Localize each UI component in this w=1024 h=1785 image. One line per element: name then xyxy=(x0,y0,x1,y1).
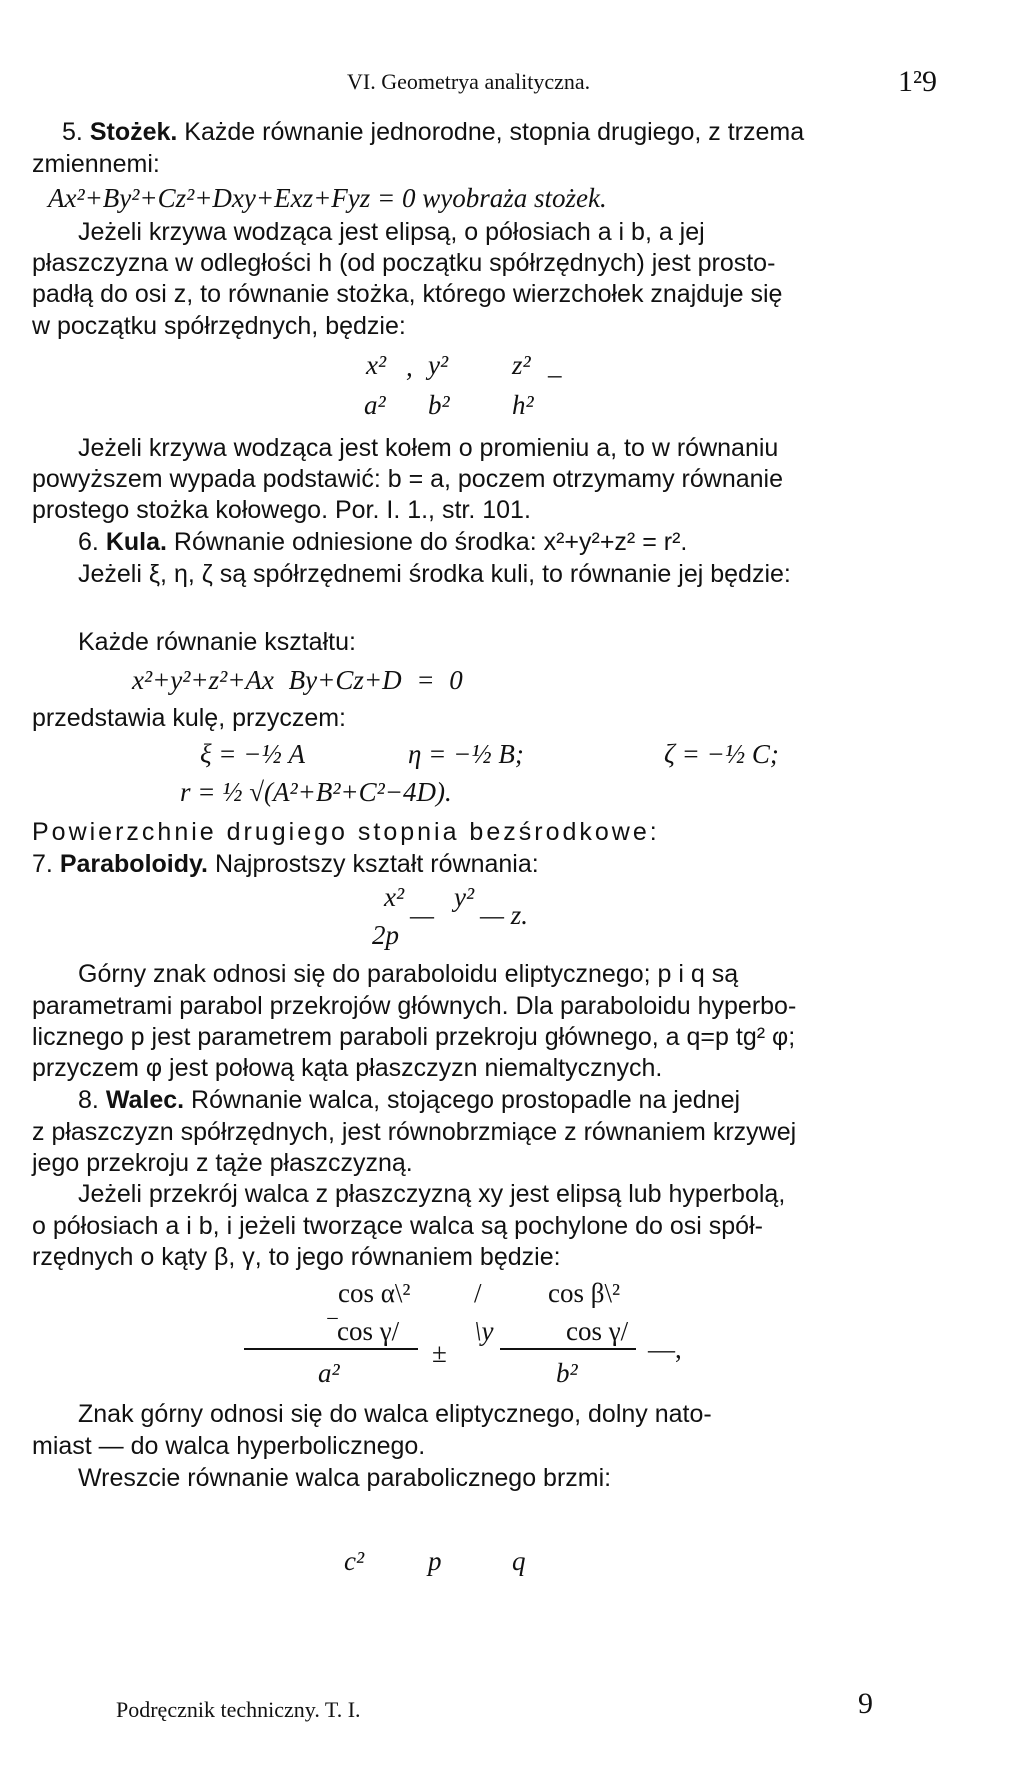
formula-term: y² xyxy=(454,882,475,912)
formula-op: — z. xyxy=(480,900,529,930)
text-line: rzędnych o kąty β, γ, to jego równaniem będzie: xyxy=(32,1243,561,1271)
formula-term: cos γ/ xyxy=(566,1316,629,1346)
section-5-heading xyxy=(62,116,804,148)
text-line: przyczem φ jest połową kąta płaszczyzn niemaltycznych. xyxy=(32,1054,663,1082)
text-line: parametrami parabol przekrojów głównych. Dla paraboloidu hyperbo- xyxy=(32,992,797,1020)
section-6-heading xyxy=(78,526,687,558)
sphere-general-equation: x²+y²+z²+Ax By+Cz+D = 0 xyxy=(132,665,463,695)
text-line: jego przekroju z tąże płaszczyzną. xyxy=(32,1149,413,1177)
section-text: Równanie odniesione do środka: x²+y²+z² = r². xyxy=(173,528,688,556)
text-line: Wreszcie równanie walca parabolicznego brzmi: xyxy=(78,1464,612,1492)
formula-term: cos α\² xyxy=(338,1278,411,1308)
formula-term: q xyxy=(512,1546,526,1576)
text-line: przedstawia kulę, przyczem: xyxy=(32,704,347,732)
section-title: Paraboloidy. xyxy=(59,850,208,878)
text-line: Jeżeli przekrój walca z płaszczyzną xy jest elipsą lub hyperbolą, xyxy=(78,1180,786,1208)
formula-term: 2p xyxy=(372,920,399,950)
text-line: Górny znak odnosi się do paraboloidu eliptycznego; p i q są xyxy=(78,960,739,988)
page-number: 1²9 xyxy=(898,65,937,98)
centre-eta: η = −½ B; xyxy=(408,739,524,769)
formula-term: x² xyxy=(384,882,405,912)
text-line: w początku spółrzędnych, będzie: xyxy=(32,312,406,340)
formula-term: cos β\² xyxy=(548,1278,621,1308)
formula-op: _ xyxy=(548,350,562,380)
formula-term: / xyxy=(474,1278,482,1308)
text-line: Jeżeli ξ, η, ζ są spółrzędnemi środka kuli, to równanie jej będzie: xyxy=(78,560,791,588)
section-text: Równanie walca, stojącego prostopadle na jednej xyxy=(191,1086,741,1114)
footer-title: Podręcznik techniczny. T. I. xyxy=(116,1697,361,1722)
formula-term: y² xyxy=(428,350,449,380)
formula-term: p xyxy=(428,1546,442,1576)
formula-term: x² xyxy=(366,350,387,380)
text-line: Jeżeli krzywa wodząca jest elipsą, o półosiach a i b, a jej xyxy=(78,218,705,246)
formula-term: a² xyxy=(318,1358,340,1388)
running-head: VI. Geometrya analityczna. xyxy=(347,69,591,94)
subheading: Powierzchnie drugiego stopnia bezśrodkowe: xyxy=(32,818,660,846)
formula-term: b² xyxy=(556,1358,578,1388)
centre-xi: ξ = −½ A xyxy=(200,739,305,769)
section-7-heading xyxy=(32,848,539,880)
text-line: padłą do osi z, to równanie stożka, którego wierzchołek znajduje się xyxy=(32,280,783,308)
section-8-heading xyxy=(78,1084,740,1116)
fraction-bar xyxy=(244,1348,418,1350)
fraction-bar xyxy=(500,1348,636,1350)
radius-formula: r = ½ √(A²+B²+C²−4D). xyxy=(180,777,452,807)
section-number: 6. xyxy=(78,528,99,556)
formula-term: c² xyxy=(344,1546,365,1576)
centre-zeta: ζ = −½ C; xyxy=(664,739,779,769)
text-line: zmiennemi: xyxy=(32,150,160,178)
text-line: powyższem wypada podstawić: b = a, poczem otrzymamy równanie xyxy=(32,465,784,493)
text-line: płaszczyzna w odległości h (od początku spółrzędnych) jest prosto- xyxy=(32,249,776,277)
text-line: prostego stożka kołowego. Por. I. 1., str. 101. xyxy=(32,496,531,524)
formula-term: \y xyxy=(474,1316,494,1346)
text-line: Jeżeli krzywa wodząca jest kołem o promieniu a, to w równaniu xyxy=(78,434,779,462)
formula-term: ‾cos γ/ xyxy=(328,1316,400,1346)
section-number: 5. xyxy=(62,118,83,146)
section-text: Każde równanie jednorodne, stopnia drugiego, z trzema xyxy=(184,118,805,146)
formula-term: a² xyxy=(364,390,386,420)
text-line: o półosiach a i b, i jeżeli tworzące walca są pochylone do osi spół- xyxy=(32,1212,763,1240)
formula-op: ± xyxy=(432,1338,447,1368)
text-line: miast — do walca hyperbolicznego. xyxy=(32,1432,426,1460)
signature-mark: 9 xyxy=(858,1687,873,1720)
section-title: Stożek. xyxy=(89,118,178,146)
section-number: 8. xyxy=(78,1086,99,1114)
text-line: z płaszczyzn spółrzędnych, jest równobrzmiące z równaniem krzywej xyxy=(32,1118,797,1146)
formula-op: —, xyxy=(648,1334,682,1364)
formula-op: , xyxy=(406,352,413,382)
text-line: licznego p jest parametrem paraboli przekroju głównego, a q=p tg² φ; xyxy=(32,1023,796,1051)
section-number: 7. xyxy=(32,850,53,878)
formula-op: — xyxy=(410,900,435,930)
text-line: Każde równanie kształtu: xyxy=(78,628,356,656)
section-title: Kula. xyxy=(105,528,167,556)
formula-term: b² xyxy=(428,390,450,420)
section-title: Walec. xyxy=(105,1086,185,1114)
formula-term: z² xyxy=(512,350,531,380)
cone-equation: Ax²+By²+Cz²+Dxy+Exz+Fyz = 0 wyobraża stożek. xyxy=(48,183,607,213)
text-line: Znak górny odnosi się do walca eliptycznego, dolny nato- xyxy=(78,1400,712,1428)
section-text: Najprostszy kształt równania: xyxy=(214,850,539,878)
formula-term: h² xyxy=(512,390,534,420)
